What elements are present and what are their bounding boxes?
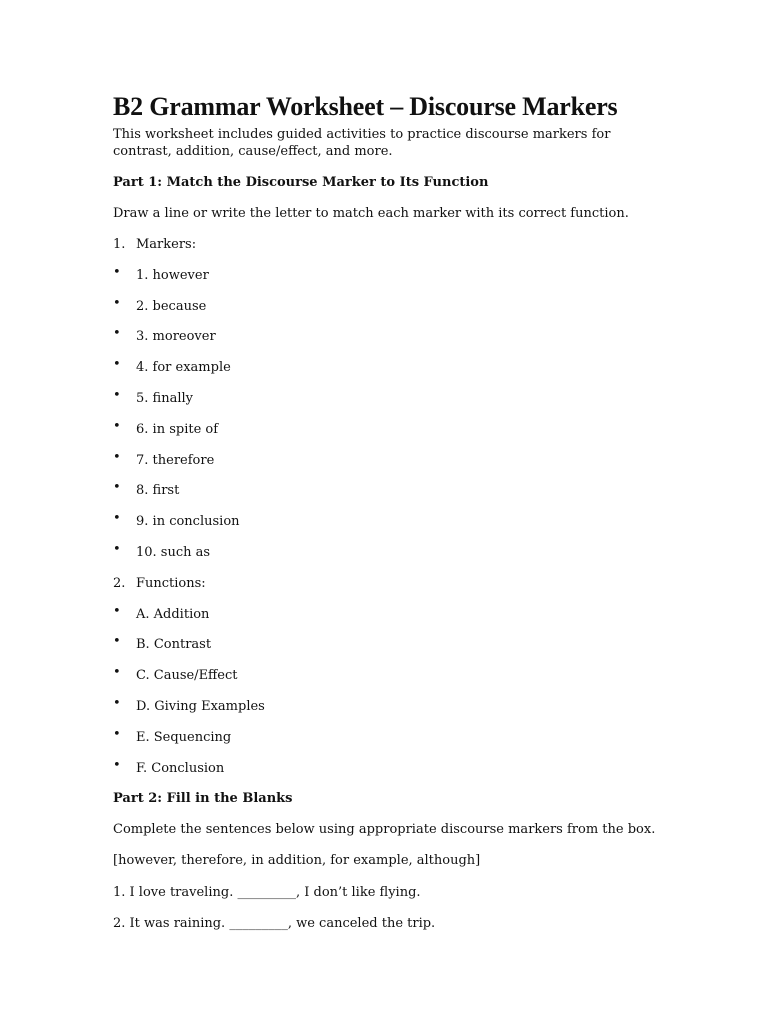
bullet-icon: • xyxy=(113,541,121,557)
list-item-text: A. Addition xyxy=(136,606,210,622)
bullet-icon: • xyxy=(113,634,121,650)
list-item-text: 2. because xyxy=(136,298,207,314)
list-item-text: B. Contrast xyxy=(136,637,212,653)
part1-heading: Part 1: Match the Discourse Marker to Its Function xyxy=(113,175,489,190)
list-item-text: 5. finally xyxy=(136,390,193,406)
markers-list xyxy=(113,264,673,561)
marker-item xyxy=(113,328,673,345)
marker-item xyxy=(113,264,673,284)
markers-list-header xyxy=(113,236,673,253)
bullet-icon: • xyxy=(113,665,121,681)
functions-list-header xyxy=(113,575,673,592)
function-item xyxy=(113,726,673,746)
list-item-text: E. Sequencing xyxy=(136,729,232,745)
sentence-2: 2. It was raining. _________, we canceled the trip. xyxy=(113,916,436,932)
list-item-text: 9. in conclusion xyxy=(136,514,240,530)
function-item xyxy=(113,667,673,684)
bullet-icon: • xyxy=(113,480,121,496)
list-item-text: C. Cause/Effect xyxy=(136,668,238,684)
bullet-icon: • xyxy=(113,264,121,280)
sentence-1: 1. I love traveling. _________, I don’t like flying. xyxy=(113,884,421,900)
part2-heading: Part 2: Fill in the Blanks xyxy=(113,791,293,807)
list-item-text: F. Conclusion xyxy=(136,760,225,776)
functions-list xyxy=(113,603,673,777)
part2-instructions: Complete the sentences below using appropriate discourse markers from the box. xyxy=(113,822,656,838)
bullet-icon: • xyxy=(113,418,121,434)
list-item-text: 3. moreover xyxy=(136,329,216,345)
bullet-icon: • xyxy=(113,603,121,619)
marker-item xyxy=(113,359,673,376)
list-label: Functions: xyxy=(136,575,206,591)
marker-item xyxy=(113,449,673,469)
marker-item xyxy=(113,541,673,561)
worksheet-page xyxy=(113,88,673,947)
list-item-text: 4. for example xyxy=(136,360,231,376)
marker-item xyxy=(113,387,673,407)
marker-item xyxy=(113,513,673,530)
page-title: B2 Grammar Worksheet – Discourse Markers xyxy=(113,92,618,121)
function-item xyxy=(113,757,673,777)
function-item xyxy=(113,636,673,653)
list-number: 1. xyxy=(113,237,126,252)
list-item-text: 7. therefore xyxy=(136,452,215,468)
list-label: Markers: xyxy=(136,237,197,252)
list-item-text: 6. in spite of xyxy=(136,421,219,437)
function-item xyxy=(113,695,673,715)
list-item-text: 1. however xyxy=(136,267,209,283)
list-number: 2. xyxy=(113,575,126,591)
list-item-text: 8. first xyxy=(136,483,180,499)
part1-instructions: Draw a line or write the letter to match each marker with its correct function. xyxy=(113,206,629,221)
marker-item xyxy=(113,418,673,438)
bullet-icon: • xyxy=(113,449,121,465)
marker-item xyxy=(113,482,673,499)
marker-item xyxy=(113,295,673,315)
list-item-text: D. Giving Examples xyxy=(136,698,265,714)
function-item xyxy=(113,603,673,623)
bullet-icon: • xyxy=(113,387,121,403)
bullet-icon: • xyxy=(113,326,121,342)
bullet-icon: • xyxy=(113,757,121,773)
bullet-icon: • xyxy=(113,295,121,311)
bullet-icon: • xyxy=(113,726,121,742)
list-item-text: 10. such as xyxy=(136,544,211,560)
bullet-icon: • xyxy=(113,357,121,373)
bullet-icon: • xyxy=(113,695,121,711)
bullet-icon: • xyxy=(113,511,121,527)
word-box: [however, therefore, in addition, for example, although] xyxy=(113,853,481,869)
intro-text: This worksheet includes guided activities to practice discourse markers for contrast, addition, cause/effect, and more. xyxy=(113,127,611,159)
